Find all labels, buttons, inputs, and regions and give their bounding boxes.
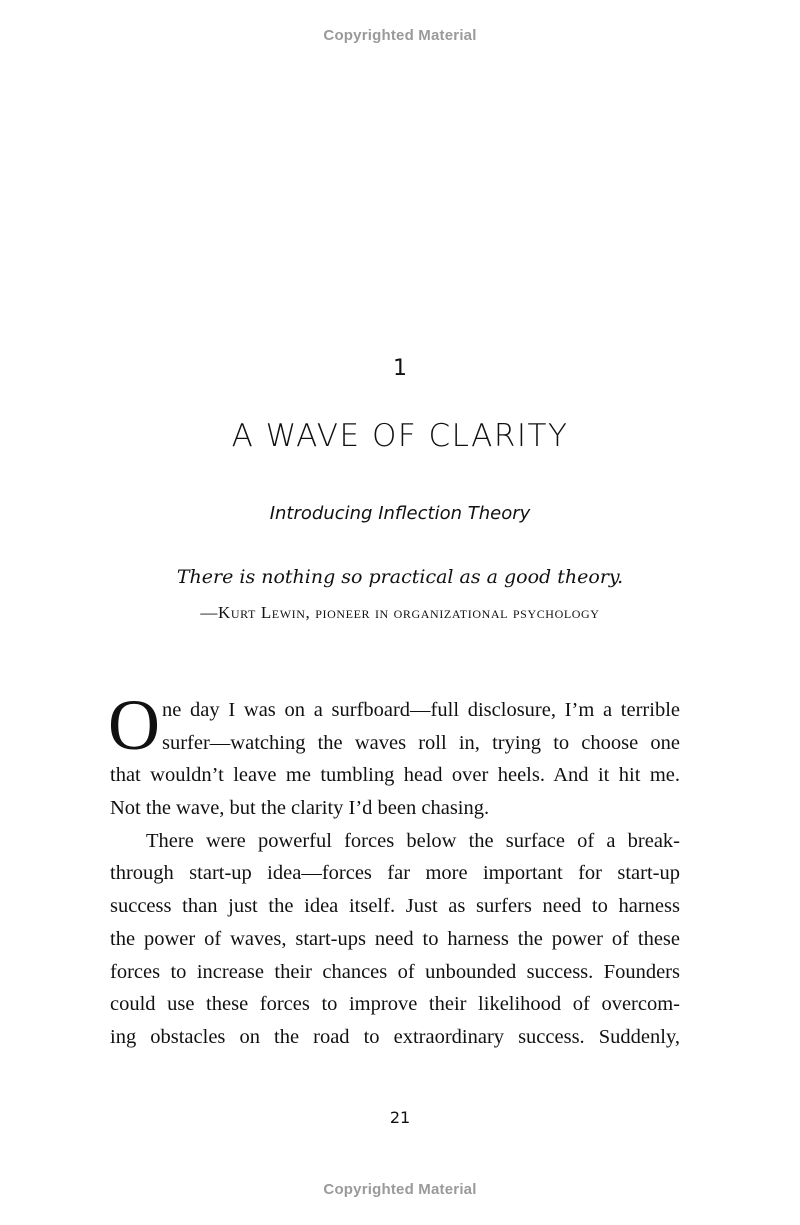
chapter-number: 1 [393, 356, 407, 381]
paragraph-line: There were powerful forces below the surface of a break- [146, 829, 680, 852]
page-number: 21 [389, 1108, 411, 1127]
paragraph-line: that wouldn’t leave me tumbling head over heels. And it hit me. [110, 764, 680, 787]
paragraph-line: ing obstacles on the road to extraordinary success. Suddenly, [110, 1025, 680, 1048]
chapter-subtitle: Introducing Inflection Theory [269, 503, 531, 524]
paragraph-line: ne day I was on a surfboard—full disclosure, I’m a terrible [162, 699, 680, 721]
paragraph-line: Not the wave, but the clarity I’d been chasing. [110, 797, 490, 820]
chapter-title: A WAVE OF CLARITY [231, 418, 569, 454]
paragraph-line: success than just the idea itself. Just as surfers need to harness [110, 895, 680, 918]
paragraph-line: forces to increase their chances of unbounded success. Founders [110, 960, 680, 983]
copyright-watermark-top: Copyrighted Material [323, 27, 477, 44]
epigraph-quote: There is nothing so practical as a good theory. [176, 566, 624, 588]
epigraph-attribution: —Kurt Lewin, pioneer in organizational psychology [200, 603, 600, 622]
paragraph-line: surfer—watching the waves roll in, trying to choose one [162, 731, 680, 754]
paragraph-line: could use these forces to improve their likelihood of overcom- [110, 993, 680, 1016]
paragraph-line: through start-up idea—forces far more important for start-up [110, 862, 680, 885]
copyright-watermark-bottom: Copyrighted Material [323, 1181, 477, 1198]
body-text [108, 685, 680, 1054]
paragraph-line: the power of waves, start-ups need to harness the power of these [110, 927, 680, 950]
drop-cap: O [108, 685, 160, 765]
